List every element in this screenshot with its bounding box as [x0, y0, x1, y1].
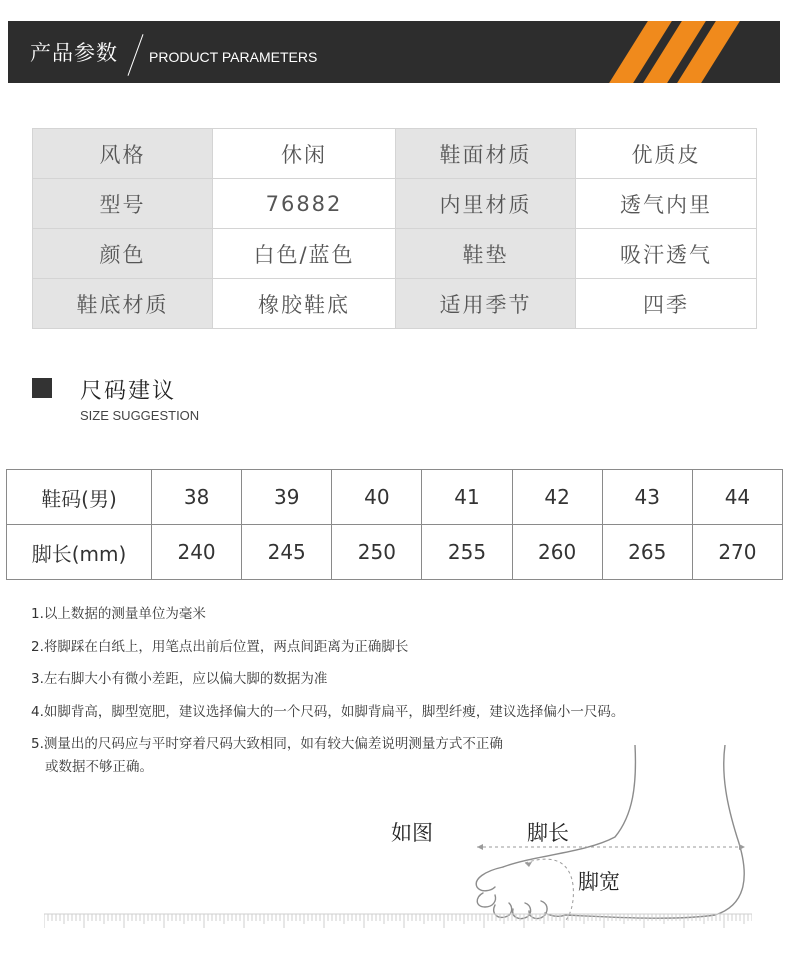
param-value: 吸汗透气	[576, 229, 757, 279]
note-item: 2.将脚踩在白纸上，用笔点出前后位置，两点间距离为正确脚长	[31, 638, 409, 655]
section-subtitle: SIZE SUGGESTION	[80, 408, 200, 423]
table-row	[7, 525, 783, 580]
length-cell: 265	[602, 525, 692, 580]
ruler	[44, 913, 752, 929]
arrow-head-icon	[477, 844, 483, 850]
header-banner	[8, 21, 780, 83]
param-label: 风格	[33, 129, 213, 179]
param-label: 鞋底材质	[33, 279, 213, 329]
note-item: 3.左右脚大小有微小差距，应以偏大脚的数据为准	[31, 671, 328, 687]
param-value: 优质皮	[576, 129, 757, 179]
size-cell: 44	[692, 470, 782, 525]
note-item: 5.测量出的尺码应与平时穿着尺码大致相同，如有较大偏差说明测量方式不正确	[31, 736, 503, 752]
param-label: 颜色	[33, 229, 213, 279]
size-cell: 42	[512, 470, 602, 525]
size-cell: 41	[422, 470, 512, 525]
width-arrow	[525, 859, 573, 921]
length-cell: 255	[422, 525, 512, 580]
param-value: 76882	[213, 179, 396, 229]
param-label: 鞋面材质	[396, 129, 576, 179]
table-row	[7, 470, 783, 525]
length-cell: 260	[512, 525, 602, 580]
figure-label-foot-length: 脚长	[527, 821, 569, 845]
row-label: 脚长(mm)	[7, 525, 152, 580]
figure-label-as-shown: 如图	[391, 821, 433, 845]
size-cell: 38	[152, 470, 242, 525]
product-parameters-table	[32, 128, 757, 329]
header-divider	[128, 34, 144, 76]
note-item-continuation: 或数据不够正确。	[45, 758, 153, 775]
foot-illustration	[465, 745, 755, 925]
param-value: 四季	[576, 279, 757, 329]
size-cell: 40	[332, 470, 422, 525]
length-cell: 245	[242, 525, 332, 580]
param-label: 适用季节	[396, 279, 576, 329]
section-title: 尺码建议	[80, 379, 177, 404]
section-marker	[32, 378, 52, 398]
arrow-head-icon	[739, 844, 745, 850]
table-row	[33, 129, 757, 179]
table-row	[33, 279, 757, 329]
param-value: 透气内里	[576, 179, 757, 229]
size-table	[6, 469, 783, 580]
length-cell: 240	[152, 525, 242, 580]
figure-label-foot-width: 脚宽	[578, 870, 620, 894]
header-title: 产品参数	[30, 41, 118, 65]
param-value: 白色/蓝色	[213, 229, 396, 279]
param-value: 橡胶鞋底	[213, 279, 396, 329]
param-label: 内里材质	[396, 179, 576, 229]
size-cell: 43	[602, 470, 692, 525]
table-row	[33, 179, 757, 229]
length-cell: 250	[332, 525, 422, 580]
length-cell: 270	[692, 525, 782, 580]
table-row	[33, 229, 757, 279]
size-cell: 39	[242, 470, 332, 525]
header-subtitle: PRODUCT PARAMETERS	[149, 49, 318, 65]
note-item: 4.如脚背高，脚型宽肥，建议选择偏大的一个尺码，如脚背扁平，脚型纤瘦，建议选择偏小一尺码。	[31, 703, 625, 720]
param-value: 休闲	[213, 129, 396, 179]
param-label: 鞋垫	[396, 229, 576, 279]
row-label: 鞋码(男)	[7, 470, 152, 525]
note-item: 1.以上数据的测量单位为毫米	[31, 606, 206, 622]
param-label: 型号	[33, 179, 213, 229]
